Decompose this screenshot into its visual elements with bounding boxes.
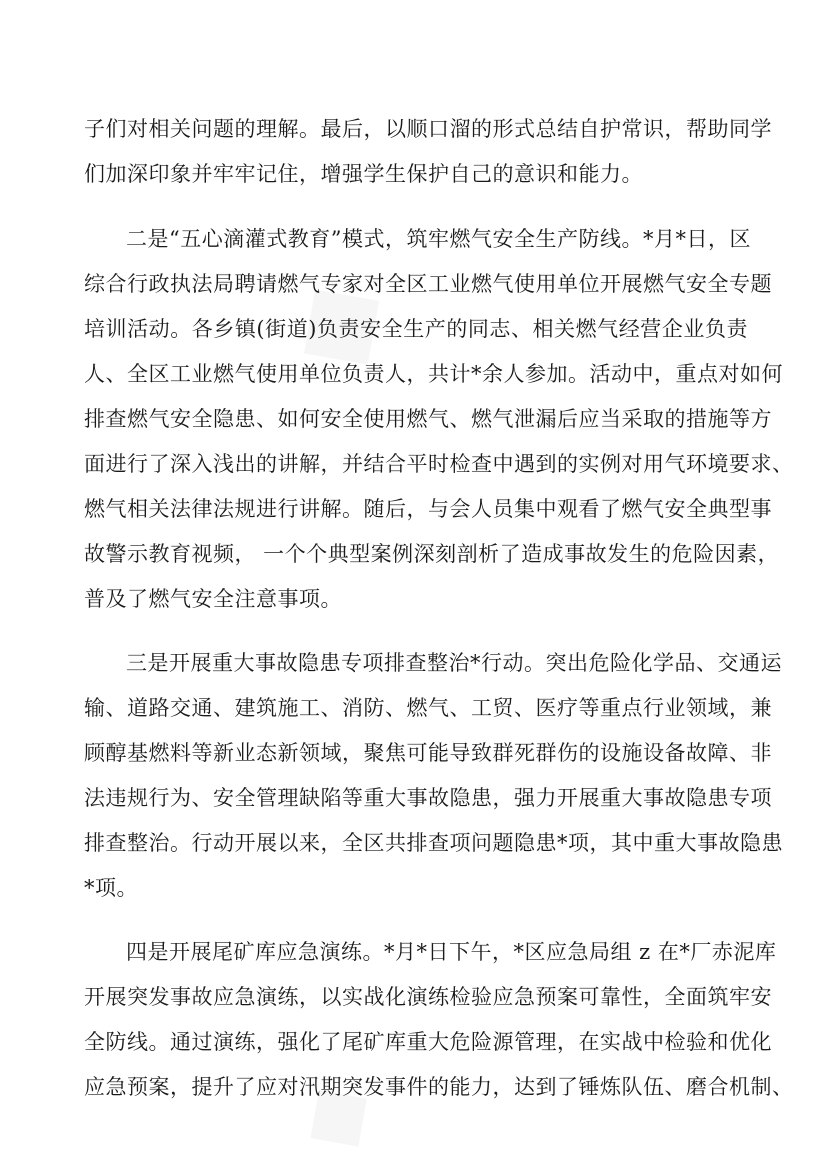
text-line: 故警示教育视频， 一个个典型案例深刻剖析了造成事故发生的危险因素， [84,542,780,566]
text-line: 燃气相关法律法规进行讲解。随后，与会人员集中观看了燃气安全典型事 [84,497,772,521]
text-line: 培训活动。各乡镇(街道)负责安全生产的同志、相关燃气经营企业负责 [84,317,748,341]
text-line: 子们对相关问题的理解。最后，以顺口溜的形式总结自护常识，帮助同学 [84,117,772,141]
text-line: 三是开展重大事故隐患专项排查整治*行动。突出危险化学品、交通运 [126,651,782,675]
text-line: 们加深印象并牢牢记住，增强学生保护自己的意识和能力。 [84,162,643,186]
text-line: *项。 [84,876,138,900]
text-line: 面进行了深入浅出的讲解，并结合平时检查中遇到的实例对用气环境要求、 [84,452,794,476]
text-line: 普及了燃气安全注意事项。 [84,587,342,611]
watermark-mark [276,1050,393,1175]
text-line: 排查燃气安全隐患、如何安全使用燃气、燃气泄漏后应当采取的措施等方 [84,407,772,431]
text-line: 二是“五心滴灌式教育”模式，筑牢燃气安全生产防线。*月*日，区 [126,227,751,251]
text-line: 顾醇基燃料等新业态新领域，聚焦可能导致群死群伤的设施设备故障、非 [84,741,772,765]
text-line: 全防线。通过演练，强化了尾矿库重大危险源管理，在实战中检验和优化 [84,1030,772,1054]
text-line: 综合行政执法局聘请燃气专家对全区工业燃气使用单位开展燃气安全专题 [84,272,772,296]
text-line: 输、道路交通、建筑施工、消防、燃气、工贸、医疗等重点行业领域，兼 [84,696,772,720]
text-line: 开展突发事故应急演练，以实战化演练检验应急预案可靠性，全面筑牢安 [84,985,772,1009]
text-line: 四是开展尾矿库应急演练。*月*日下午，*区应急局组 z 在*厂赤泥库 [126,940,777,964]
text-line: 法违规行为、安全管理缺陷等重大事故隐患，强力开展重大事故隐患专项 [84,786,772,810]
text-line: 人、全区工业燃气使用单位负责人，共计*余人参加。活动中，重点对如何 [84,362,783,386]
text-line: 排查整治。行动开展以来，全区共排查项问题隐患*项，其中重大事故隐患 [84,831,783,855]
text-line: 应急预案，提升了应对汛期突发事件的能力，达到了锤炼队伍、磨合机制、 [84,1075,794,1099]
